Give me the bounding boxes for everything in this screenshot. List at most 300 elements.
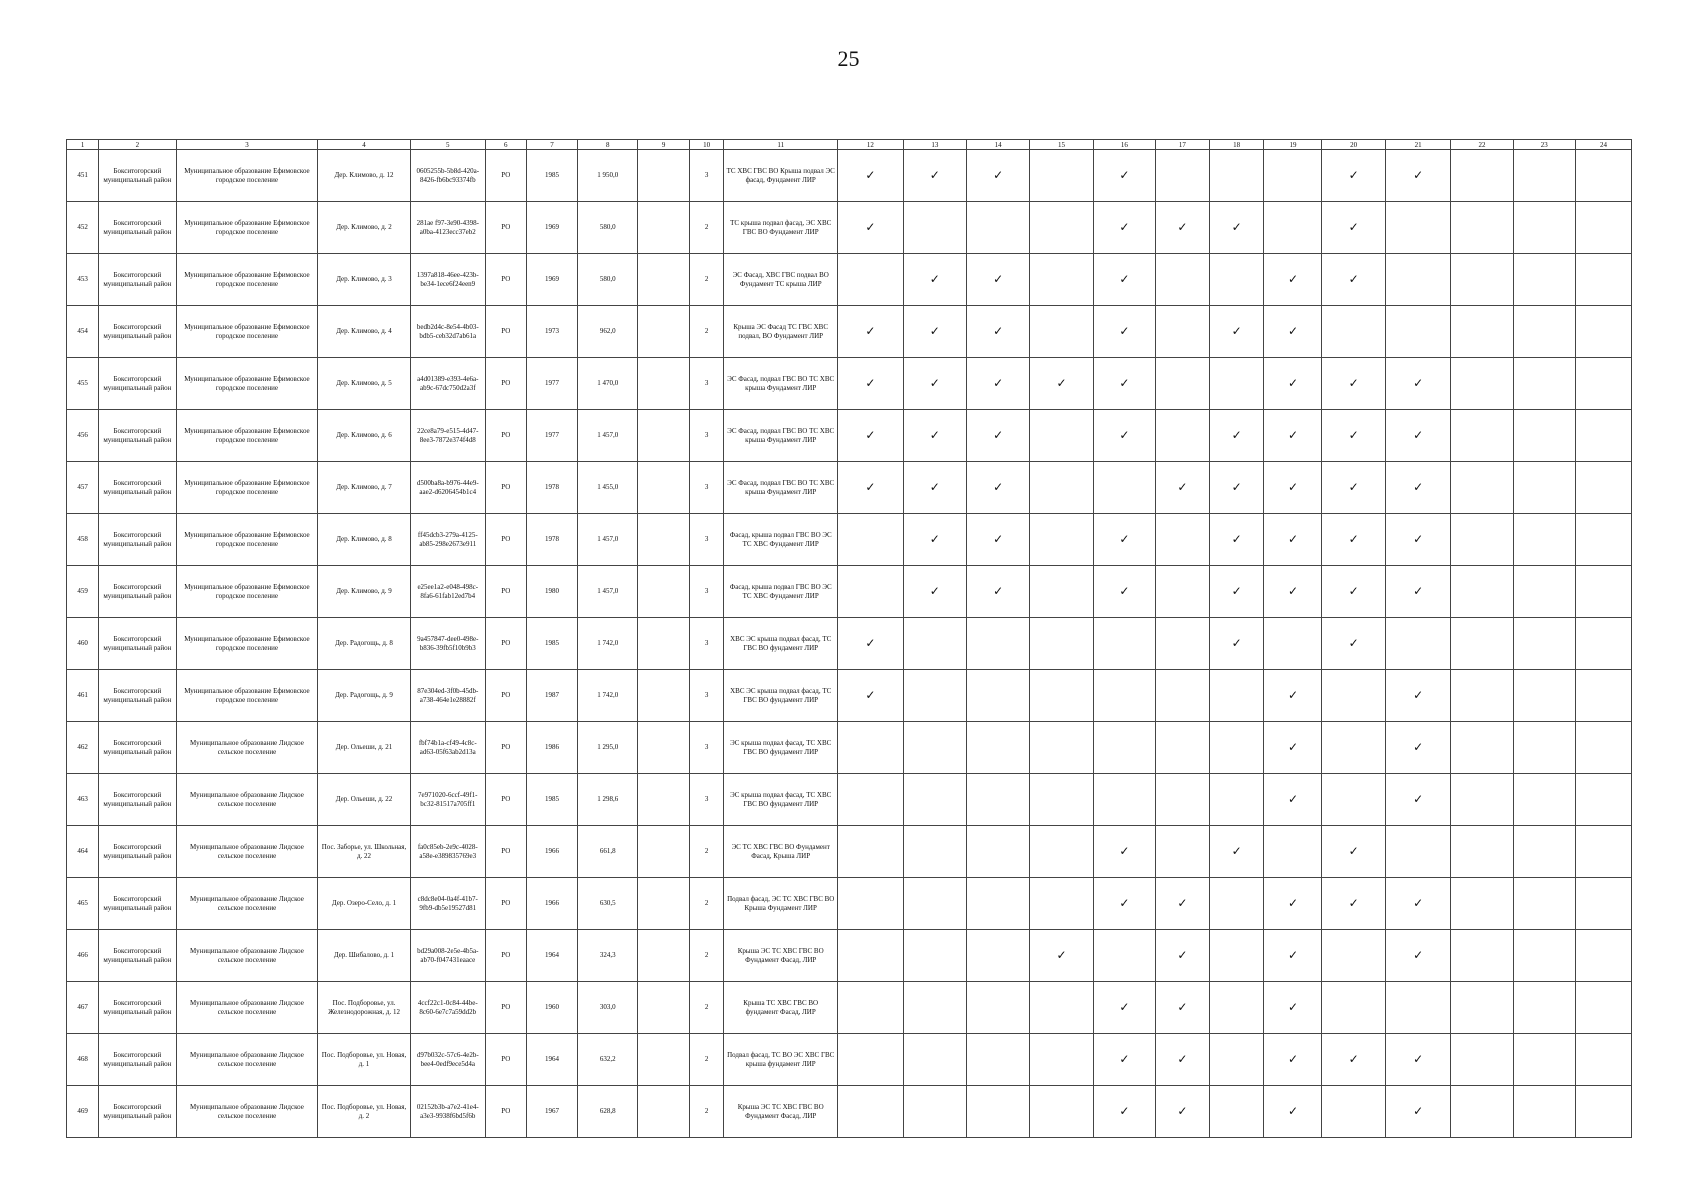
column-number: 5 — [410, 140, 485, 150]
empty-cell — [1209, 774, 1264, 826]
type-cell: РО — [485, 618, 526, 670]
district-cell: Бокситогорский муниципальный район — [99, 410, 176, 462]
year-cell: 1978 — [526, 514, 578, 566]
col-10-cell: 3 — [689, 618, 723, 670]
area-cell: 1 742,0 — [578, 670, 638, 722]
area-cell: 1 457,0 — [578, 410, 638, 462]
address-cell: Дер. Климово, д. 9 — [318, 566, 410, 618]
district-cell: Бокситогорский муниципальный район — [99, 358, 176, 410]
empty-cell — [1451, 514, 1513, 566]
check-mark-icon: ✓ — [1264, 1034, 1322, 1086]
empty-cell — [1209, 254, 1264, 306]
col-9-cell — [638, 722, 690, 774]
empty-cell — [1451, 930, 1513, 982]
check-mark-icon: ✓ — [1093, 410, 1155, 462]
guid-cell: 0605255b-5b8d-420a-8426-fb6bc93374fb — [410, 150, 485, 202]
empty-cell — [1451, 982, 1513, 1034]
row-number-cell: 465 — [67, 878, 99, 930]
check-mark-icon: ✓ — [1385, 878, 1451, 930]
empty-cell — [1513, 982, 1575, 1034]
empty-cell — [1513, 202, 1575, 254]
year-cell: 1978 — [526, 462, 578, 514]
municipality-cell: Муниципальное образование Ефимовское городское поселение — [176, 410, 318, 462]
check-mark-icon: ✓ — [1093, 150, 1155, 202]
table-row — [67, 722, 1632, 774]
empty-cell — [967, 202, 1030, 254]
empty-cell — [1209, 722, 1264, 774]
empty-cell — [1156, 566, 1210, 618]
col-9-cell — [638, 878, 690, 930]
empty-cell — [1385, 982, 1451, 1034]
area-cell: 962,0 — [578, 306, 638, 358]
check-mark-icon: ✓ — [1385, 150, 1451, 202]
check-mark-icon: ✓ — [1209, 826, 1264, 878]
empty-cell — [1209, 930, 1264, 982]
check-mark-icon: ✓ — [967, 514, 1030, 566]
address-cell: Дер. Климово, д. 2 — [318, 202, 410, 254]
empty-cell — [1030, 1034, 1093, 1086]
municipality-cell: Муниципальное образование Лидское сельское поселение — [176, 982, 318, 1034]
column-number: 2 — [99, 140, 176, 150]
table-row — [67, 306, 1632, 358]
column-number: 22 — [1451, 140, 1513, 150]
empty-cell — [1156, 826, 1210, 878]
empty-cell — [903, 982, 966, 1034]
address-cell: Дер. Климово, д. 8 — [318, 514, 410, 566]
col-10-cell: 2 — [689, 1086, 723, 1138]
address-cell: Пос. Подборовье, ул. Железнодорожная, д. 12 — [318, 982, 410, 1034]
empty-cell — [1451, 150, 1513, 202]
empty-cell — [1093, 462, 1155, 514]
empty-cell — [1264, 150, 1322, 202]
municipality-cell: Муниципальное образование Ефимовское городское поселение — [176, 358, 318, 410]
column-number: 10 — [689, 140, 723, 150]
empty-cell — [903, 1034, 966, 1086]
check-mark-icon: ✓ — [1264, 1086, 1322, 1138]
works-cell: ЭС Фасад, ХВС ГВС подвал ВО Фундамент ТС крыша ЛИР — [724, 254, 838, 306]
check-mark-icon: ✓ — [903, 150, 966, 202]
check-mark-icon: ✓ — [1264, 722, 1322, 774]
check-mark-icon: ✓ — [1156, 930, 1210, 982]
column-number: 8 — [578, 140, 638, 150]
works-cell: ХВС ЭС крыша подвал фасад, ТС ГВС ВО фундамент ЛИР — [724, 670, 838, 722]
column-number: 9 — [638, 140, 690, 150]
empty-cell — [903, 618, 966, 670]
district-cell: Бокситогорский муниципальный район — [99, 670, 176, 722]
municipality-cell: Муниципальное образование Ефимовское городское поселение — [176, 254, 318, 306]
address-cell: Дер. Радогощь, д. 9 — [318, 670, 410, 722]
col-10-cell: 2 — [689, 306, 723, 358]
empty-cell — [1513, 462, 1575, 514]
empty-cell — [838, 982, 904, 1034]
column-number: 14 — [967, 140, 1030, 150]
year-cell: 1969 — [526, 254, 578, 306]
empty-cell — [1030, 306, 1093, 358]
check-mark-icon: ✓ — [967, 462, 1030, 514]
check-mark-icon: ✓ — [1322, 514, 1385, 566]
empty-cell — [1513, 514, 1575, 566]
check-mark-icon: ✓ — [1156, 1034, 1210, 1086]
empty-cell — [1575, 358, 1631, 410]
empty-cell — [838, 1086, 904, 1138]
check-mark-icon: ✓ — [1385, 410, 1451, 462]
type-cell: РО — [485, 722, 526, 774]
type-cell: РО — [485, 566, 526, 618]
empty-cell — [1575, 202, 1631, 254]
area-cell: 580,0 — [578, 254, 638, 306]
empty-cell — [1451, 618, 1513, 670]
col-10-cell: 3 — [689, 722, 723, 774]
col-9-cell — [638, 670, 690, 722]
year-cell: 1985 — [526, 774, 578, 826]
works-cell: Крыша ЭС ТС ХВС ГВС ВО Фундамент Фасад, ЛИР — [724, 1086, 838, 1138]
col-10-cell: 3 — [689, 358, 723, 410]
year-cell: 1966 — [526, 878, 578, 930]
guid-cell: e25ee1a2-e048-498c-8fa6-61fab12ed7b4 — [410, 566, 485, 618]
empty-cell — [1575, 930, 1631, 982]
empty-cell — [838, 930, 904, 982]
empty-cell — [1156, 306, 1210, 358]
year-cell: 1986 — [526, 722, 578, 774]
year-cell: 1973 — [526, 306, 578, 358]
empty-cell — [1264, 618, 1322, 670]
table-row — [67, 1034, 1632, 1086]
empty-cell — [1322, 982, 1385, 1034]
empty-cell — [967, 1034, 1030, 1086]
check-mark-icon: ✓ — [903, 462, 966, 514]
area-cell: 628,8 — [578, 1086, 638, 1138]
empty-cell — [903, 826, 966, 878]
row-number-cell: 467 — [67, 982, 99, 1034]
check-mark-icon: ✓ — [1322, 1034, 1385, 1086]
column-number-row — [67, 140, 1632, 150]
district-cell: Бокситогорский муниципальный район — [99, 1086, 176, 1138]
empty-cell — [1575, 982, 1631, 1034]
col-9-cell — [638, 826, 690, 878]
area-cell: 632,2 — [578, 1034, 638, 1086]
empty-cell — [1322, 306, 1385, 358]
check-mark-icon: ✓ — [1093, 514, 1155, 566]
check-mark-icon: ✓ — [1093, 982, 1155, 1034]
check-mark-icon: ✓ — [1156, 462, 1210, 514]
year-cell: 1985 — [526, 150, 578, 202]
works-cell: ЭС Фасад, подвал ГВС ВО ТС ХВС крыша Фундамент ЛИР — [724, 358, 838, 410]
col-9-cell — [638, 150, 690, 202]
check-mark-icon: ✓ — [903, 358, 966, 410]
column-number: 18 — [1209, 140, 1264, 150]
check-mark-icon: ✓ — [1322, 462, 1385, 514]
empty-cell — [1322, 774, 1385, 826]
year-cell: 1966 — [526, 826, 578, 878]
empty-cell — [1513, 774, 1575, 826]
column-number: 15 — [1030, 140, 1093, 150]
check-mark-icon: ✓ — [1264, 254, 1322, 306]
check-mark-icon: ✓ — [1264, 670, 1322, 722]
empty-cell — [1575, 514, 1631, 566]
empty-cell — [903, 774, 966, 826]
municipality-cell: Муниципальное образование Лидское сельское поселение — [176, 774, 318, 826]
empty-cell — [1322, 1086, 1385, 1138]
empty-cell — [1264, 826, 1322, 878]
row-number-cell: 461 — [67, 670, 99, 722]
empty-cell — [1451, 1086, 1513, 1138]
empty-cell — [1513, 826, 1575, 878]
col-9-cell — [638, 514, 690, 566]
check-mark-icon: ✓ — [1385, 774, 1451, 826]
empty-cell — [1264, 202, 1322, 254]
works-cell: ЭС Фасад, подвал ГВС ВО ТС ХВС крыша Фундамент ЛИР — [724, 462, 838, 514]
empty-cell — [838, 774, 904, 826]
year-cell: 1960 — [526, 982, 578, 1034]
district-cell: Бокситогорский муниципальный район — [99, 462, 176, 514]
col-10-cell: 2 — [689, 826, 723, 878]
municipality-cell: Муниципальное образование Лидское сельское поселение — [176, 930, 318, 982]
check-mark-icon: ✓ — [838, 358, 904, 410]
empty-cell — [1093, 774, 1155, 826]
column-number: 20 — [1322, 140, 1385, 150]
empty-cell — [1575, 826, 1631, 878]
address-cell: Пос. Подборовье, ул. Новая, д. 1 — [318, 1034, 410, 1086]
empty-cell — [1575, 878, 1631, 930]
area-cell: 303,0 — [578, 982, 638, 1034]
row-number-cell: 459 — [67, 566, 99, 618]
address-cell: Дер. Ольеши, д. 21 — [318, 722, 410, 774]
check-mark-icon: ✓ — [1156, 878, 1210, 930]
guid-cell: 4ccf22c1-0c84-44be-8c60-6e7c7a59dd2b — [410, 982, 485, 1034]
row-number-cell: 453 — [67, 254, 99, 306]
empty-cell — [1451, 722, 1513, 774]
empty-cell — [1209, 150, 1264, 202]
type-cell: РО — [485, 1034, 526, 1086]
district-cell: Бокситогорский муниципальный район — [99, 774, 176, 826]
empty-cell — [903, 722, 966, 774]
empty-cell — [1575, 670, 1631, 722]
check-mark-icon: ✓ — [903, 410, 966, 462]
check-mark-icon: ✓ — [1385, 358, 1451, 410]
empty-cell — [1030, 566, 1093, 618]
table-row — [67, 930, 1632, 982]
check-mark-icon: ✓ — [1209, 618, 1264, 670]
table-row — [67, 566, 1632, 618]
check-mark-icon: ✓ — [967, 410, 1030, 462]
empty-cell — [903, 202, 966, 254]
works-cell: ЭС Фасад, подвал ГВС ВО ТС ХВС крыша Фундамент ЛИР — [724, 410, 838, 462]
col-10-cell: 2 — [689, 202, 723, 254]
check-mark-icon: ✓ — [1322, 254, 1385, 306]
area-cell: 1 742,0 — [578, 618, 638, 670]
check-mark-icon: ✓ — [1385, 722, 1451, 774]
column-number: 12 — [838, 140, 904, 150]
municipality-cell: Муниципальное образование Лидское сельское поселение — [176, 1086, 318, 1138]
empty-cell — [1030, 462, 1093, 514]
check-mark-icon: ✓ — [1385, 930, 1451, 982]
check-mark-icon: ✓ — [1030, 358, 1093, 410]
column-number: 24 — [1575, 140, 1631, 150]
col-10-cell: 3 — [689, 410, 723, 462]
check-mark-icon: ✓ — [1264, 514, 1322, 566]
guid-cell: fbf74b1a-cf49-4c8c-ad63-05f63ab2d13a — [410, 722, 485, 774]
guid-cell: c8dc8e04-0a4f-41b7-9fb9-db5e19527d81 — [410, 878, 485, 930]
empty-cell — [1156, 254, 1210, 306]
empty-cell — [1030, 878, 1093, 930]
empty-cell — [967, 878, 1030, 930]
empty-cell — [1513, 358, 1575, 410]
municipality-cell: Муниципальное образование Лидское сельское поселение — [176, 878, 318, 930]
type-cell: РО — [485, 254, 526, 306]
empty-cell — [1451, 566, 1513, 618]
empty-cell — [1156, 514, 1210, 566]
district-cell: Бокситогорский муниципальный район — [99, 722, 176, 774]
check-mark-icon: ✓ — [1264, 982, 1322, 1034]
empty-cell — [1451, 306, 1513, 358]
works-cell: ТС крыша подвал фасад, ЭС ХВС ГВС ВО Фундамент ЛИР — [724, 202, 838, 254]
guid-cell: ff45dcb3-279a-4125-ab85-298e2673e911 — [410, 514, 485, 566]
empty-cell — [838, 566, 904, 618]
check-mark-icon: ✓ — [1209, 306, 1264, 358]
type-cell: РО — [485, 878, 526, 930]
municipality-cell: Муниципальное образование Ефимовское городское поселение — [176, 150, 318, 202]
municipality-cell: Муниципальное образование Ефимовское городское поселение — [176, 618, 318, 670]
check-mark-icon: ✓ — [1322, 826, 1385, 878]
check-mark-icon: ✓ — [1209, 462, 1264, 514]
empty-cell — [1093, 930, 1155, 982]
check-mark-icon: ✓ — [1264, 774, 1322, 826]
area-cell: 1 295,0 — [578, 722, 638, 774]
district-cell: Бокситогорский муниципальный район — [99, 982, 176, 1034]
col-9-cell — [638, 982, 690, 1034]
check-mark-icon: ✓ — [1093, 1086, 1155, 1138]
year-cell: 1969 — [526, 202, 578, 254]
empty-cell — [1575, 306, 1631, 358]
empty-cell — [1030, 826, 1093, 878]
empty-cell — [1030, 618, 1093, 670]
empty-cell — [967, 1086, 1030, 1138]
row-number-cell: 454 — [67, 306, 99, 358]
check-mark-icon: ✓ — [903, 566, 966, 618]
area-cell: 1 455,0 — [578, 462, 638, 514]
row-number-cell: 456 — [67, 410, 99, 462]
empty-cell — [903, 930, 966, 982]
check-mark-icon: ✓ — [1093, 306, 1155, 358]
year-cell: 1987 — [526, 670, 578, 722]
year-cell: 1980 — [526, 566, 578, 618]
municipality-cell: Муниципальное образование Ефимовское городское поселение — [176, 670, 318, 722]
col-9-cell — [638, 774, 690, 826]
check-mark-icon: ✓ — [838, 670, 904, 722]
works-cell: ТС ХВС ГВС ВО Крыша подвал ЭС фасад, Фундамент ЛИР — [724, 150, 838, 202]
guid-cell: 22ce8a79-e515-4d47-8ee3-7872e374f4d8 — [410, 410, 485, 462]
table-row — [67, 410, 1632, 462]
table-row — [67, 254, 1632, 306]
check-mark-icon: ✓ — [1030, 930, 1093, 982]
area-cell: 1 470,0 — [578, 358, 638, 410]
table-row — [67, 982, 1632, 1034]
district-cell: Бокситогорский муниципальный район — [99, 150, 176, 202]
year-cell: 1985 — [526, 618, 578, 670]
column-number: 13 — [903, 140, 966, 150]
check-mark-icon: ✓ — [1322, 618, 1385, 670]
municipality-cell: Муниципальное образование Ефимовское городское поселение — [176, 306, 318, 358]
address-cell: Пос. Заборье, ул. Школьная, д. 22 — [318, 826, 410, 878]
empty-cell — [967, 618, 1030, 670]
col-9-cell — [638, 202, 690, 254]
empty-cell — [1030, 150, 1093, 202]
col-10-cell: 3 — [689, 566, 723, 618]
empty-cell — [1156, 150, 1210, 202]
check-mark-icon: ✓ — [1156, 1086, 1210, 1138]
empty-cell — [1030, 410, 1093, 462]
district-cell: Бокситогорский муниципальный район — [99, 878, 176, 930]
row-number-cell: 452 — [67, 202, 99, 254]
type-cell: РО — [485, 306, 526, 358]
col-10-cell: 2 — [689, 930, 723, 982]
check-mark-icon: ✓ — [967, 566, 1030, 618]
row-number-cell: 455 — [67, 358, 99, 410]
check-mark-icon: ✓ — [1209, 410, 1264, 462]
empty-cell — [1156, 774, 1210, 826]
year-cell: 1964 — [526, 930, 578, 982]
guid-cell: 02152b3b-a7e2-41e4-a3e3-9938f6bd5f6b — [410, 1086, 485, 1138]
column-number: 16 — [1093, 140, 1155, 150]
empty-cell — [1513, 254, 1575, 306]
check-mark-icon: ✓ — [838, 410, 904, 462]
col-9-cell — [638, 410, 690, 462]
empty-cell — [1513, 150, 1575, 202]
check-mark-icon: ✓ — [1264, 306, 1322, 358]
empty-cell — [1575, 150, 1631, 202]
empty-cell — [1209, 1086, 1264, 1138]
col-10-cell: 3 — [689, 150, 723, 202]
guid-cell: a4d01389-e393-4e6a-ab9c-67dc750d2a3f — [410, 358, 485, 410]
empty-cell — [1575, 410, 1631, 462]
address-cell: Дер. Озеро-Село, д. 1 — [318, 878, 410, 930]
empty-cell — [1575, 566, 1631, 618]
empty-cell — [1156, 358, 1210, 410]
municipality-cell: Муниципальное образование Ефимовское городское поселение — [176, 462, 318, 514]
empty-cell — [967, 826, 1030, 878]
check-mark-icon: ✓ — [838, 150, 904, 202]
guid-cell: d97b032c-57c6-4e2b-bee4-0edf9ece5d4a — [410, 1034, 485, 1086]
table-row — [67, 878, 1632, 930]
address-cell: Дер. Климово, д. 7 — [318, 462, 410, 514]
column-number: 3 — [176, 140, 318, 150]
empty-cell — [1209, 982, 1264, 1034]
empty-cell — [1575, 722, 1631, 774]
check-mark-icon: ✓ — [1264, 878, 1322, 930]
type-cell: РО — [485, 150, 526, 202]
year-cell: 1964 — [526, 1034, 578, 1086]
type-cell: РО — [485, 670, 526, 722]
empty-cell — [1156, 618, 1210, 670]
works-cell: Фасад, крыша подвал ГВС ВО ЭС ТС ХВС Фундамент ЛИР — [724, 566, 838, 618]
check-mark-icon: ✓ — [1322, 410, 1385, 462]
page-number: 25 — [837, 46, 860, 71]
empty-cell — [1322, 670, 1385, 722]
address-cell: Дер. Климово, д. 4 — [318, 306, 410, 358]
empty-cell — [1385, 202, 1451, 254]
column-number: 6 — [485, 140, 526, 150]
empty-cell — [1513, 670, 1575, 722]
empty-cell — [903, 1086, 966, 1138]
column-number: 19 — [1264, 140, 1322, 150]
empty-cell — [1451, 670, 1513, 722]
check-mark-icon: ✓ — [1322, 358, 1385, 410]
municipality-cell: Муниципальное образование Ефимовское городское поселение — [176, 566, 318, 618]
col-9-cell — [638, 462, 690, 514]
table-row — [67, 670, 1632, 722]
empty-cell — [967, 930, 1030, 982]
type-cell: РО — [485, 774, 526, 826]
